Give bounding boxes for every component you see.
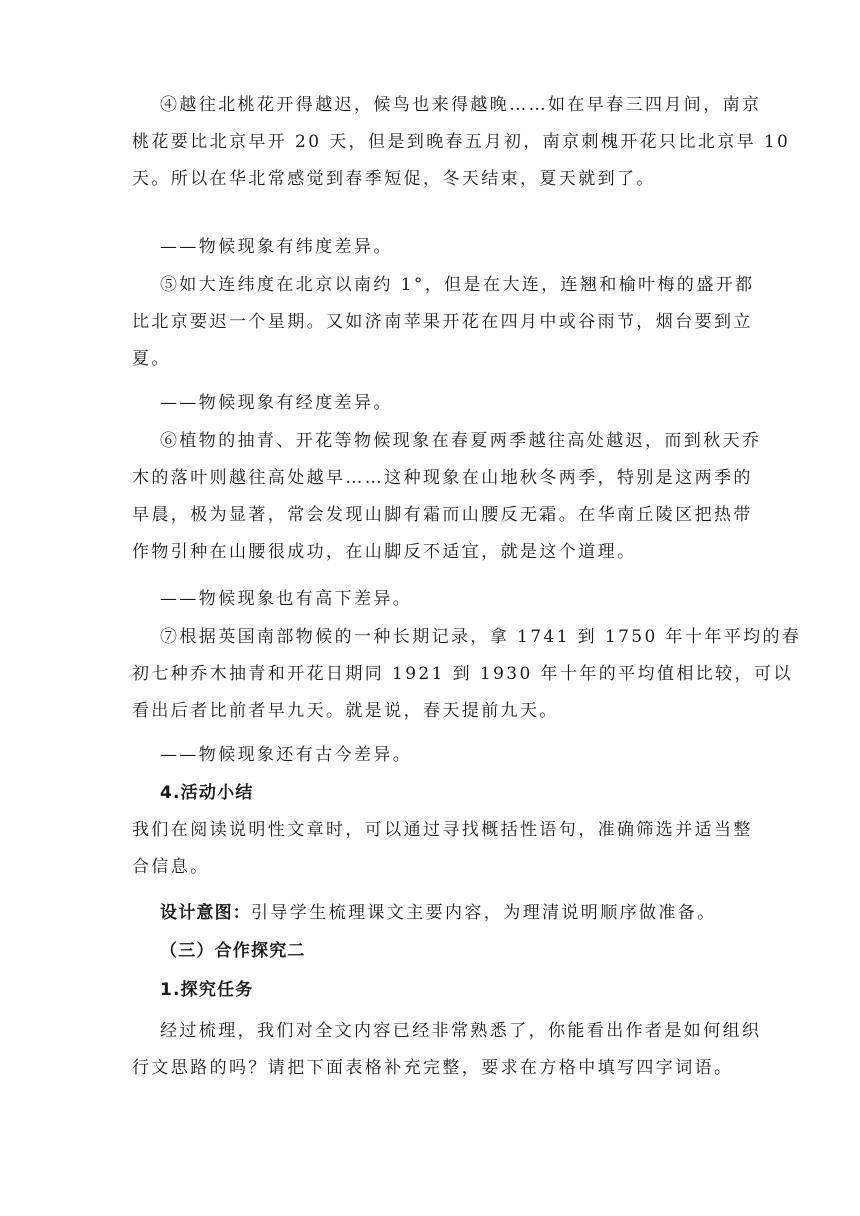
paragraph-4-line-1 [160, 87, 762, 124]
paragraph-4-summary: ——物候现象有纬度差异。 [160, 237, 393, 257]
paragraph-line: 天。所以在华北常感觉到春季短促，冬天结束，夏天就到了。 [132, 169, 656, 189]
paragraph-5-rest [132, 304, 753, 378]
paragraph-line: 夏。 [132, 349, 171, 369]
task-body-rest [132, 1050, 732, 1087]
paragraph-line: 桃花要比北京早开 20 天，但是到晚春五月初，南京刺槐开花只比北京早 10 [132, 132, 791, 152]
paragraph-line: 作物引种在山腰很成功，在山脚反不适宜，就是这个道理。 [132, 542, 637, 562]
paragraph-line: 比北京要迟一个星期。又如济南苹果开花在四月中或谷雨节，烟台要到立 [132, 312, 753, 332]
paragraph-7-summary: ——物候现象还有古今差异。 [160, 745, 413, 765]
paragraph-7-line-1 [160, 619, 802, 656]
paragraph-line: 合信息。 [132, 857, 210, 877]
paragraph-5-summary: ——物候现象有经度差异。 [160, 393, 393, 413]
paragraph-6-line-1 [160, 423, 762, 460]
task-heading: 1.探究任务 [160, 980, 254, 1000]
activity-summary-heading: 4.活动小结 [160, 783, 254, 803]
paragraph-line: 木的落叶则越往高处越早……这种现象在山地秋冬两季，特别是这两季的 [132, 468, 753, 488]
paragraph-6-rest [132, 460, 753, 571]
paragraph-line: 初七种乔木抽青和开花日期同 1921 到 1930 年十年的平均值相比较，可以 [132, 664, 793, 684]
paragraph-7-rest [132, 656, 793, 730]
paragraph-line: ⑤如大连纬度在北京以南约 1°，但是在大连，连翘和榆叶梅的盛开都 [160, 275, 755, 295]
activity-summary-body [132, 812, 753, 886]
design-intent [160, 895, 717, 932]
paragraph-5-line-1 [160, 267, 755, 304]
paragraph-line: 经过梳理，我们对全文内容已经非常熟悉了，你能看出作者是如何组织 [160, 1021, 762, 1041]
task-body-line-1 [160, 1013, 762, 1050]
section-heading: （三）合作探究二 [160, 941, 306, 961]
paragraph-line: ⑥植物的抽青、开花等物候现象在春夏两季越往高处越迟，而到秋天乔 [160, 431, 762, 451]
paragraph-4-rest [132, 124, 791, 198]
design-intent-text: 引导学生梳理课文主要内容，为理清说明顺序做准备。 [251, 903, 717, 923]
paragraph-line: 我们在阅读说明性文章时，可以通过寻找概括性语句，准确筛选并适当整 [132, 820, 753, 840]
paragraph-6-summary: ——物候现象也有高下差异。 [160, 589, 413, 609]
paragraph-line: 行文思路的吗？请把下面表格补充完整，要求在方格中填写四字词语。 [132, 1058, 734, 1078]
paragraph-line: 早晨，极为显著，常会发现山脚有霜而山腰反无霜。在华南丘陵区把热带 [132, 505, 753, 525]
paragraph-line: 看出后者比前者早九天。就是说，春天提前九天。 [132, 701, 559, 721]
paragraph-line: ④越往北桃花开得越迟，候鸟也来得越晚……如在早春三四月间，南京 [160, 95, 762, 115]
paragraph-line: ⑦根据英国南部物候的一种长期记录，拿 1741 到 1750 年十年平均的春 [160, 627, 802, 647]
design-intent-label: 设计意图： [160, 903, 251, 923]
